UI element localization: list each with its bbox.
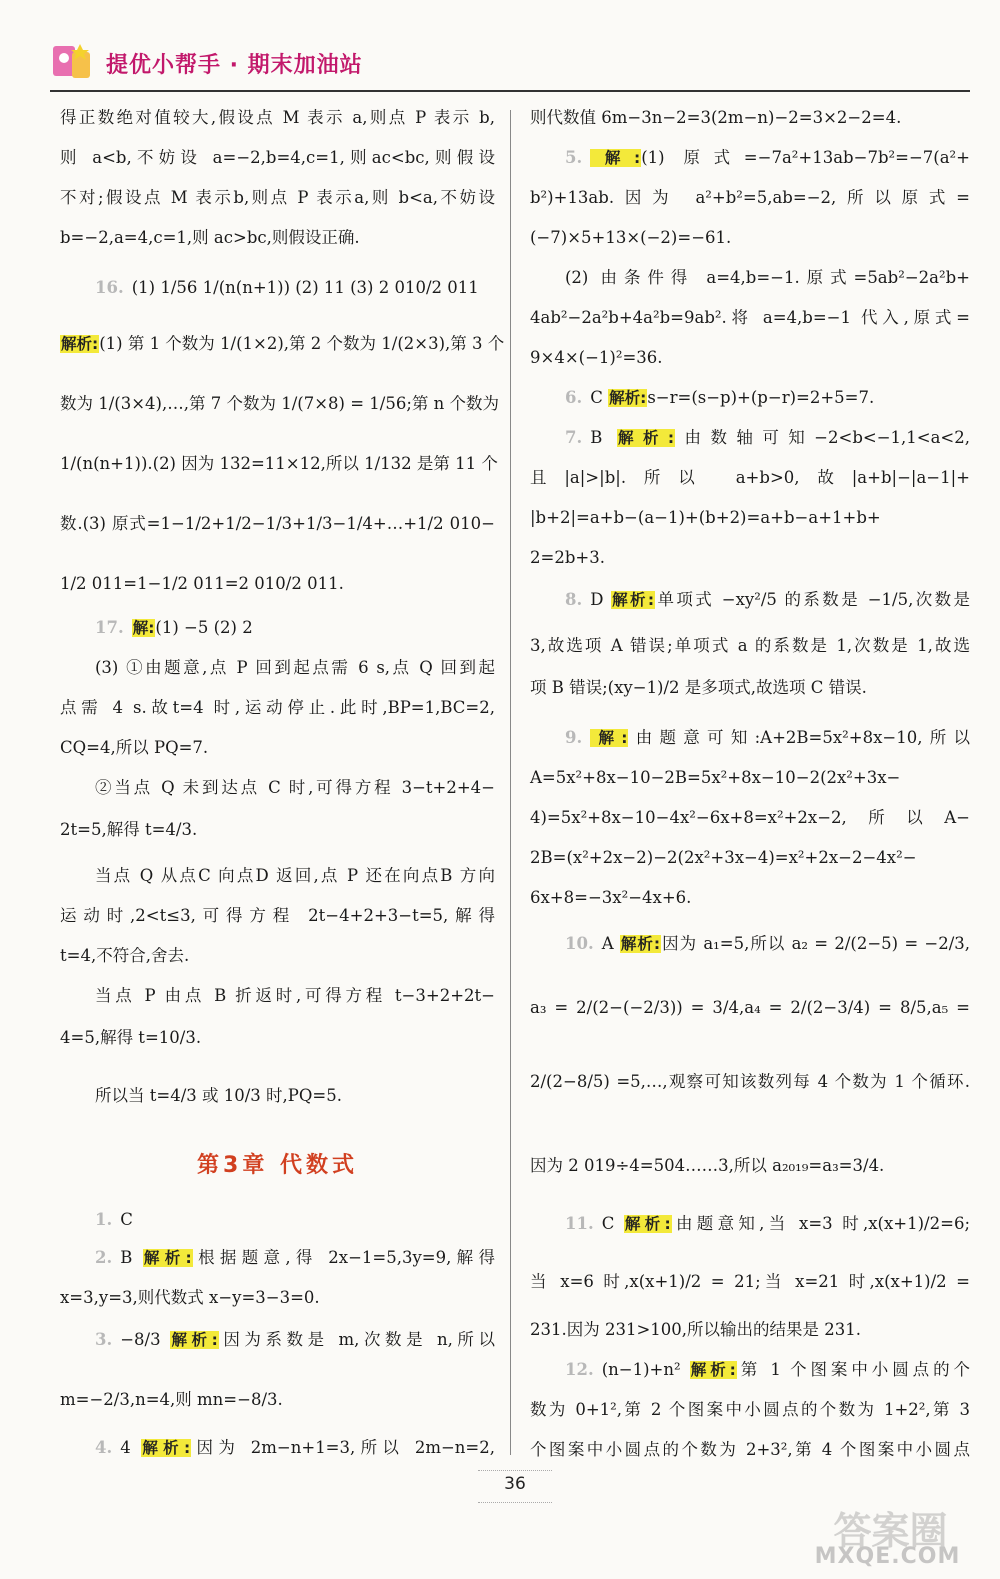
- line-text: t=4,不符合,舍去.: [60, 946, 190, 965]
- header-divider: [50, 90, 970, 92]
- line-text: 所以当 t=4/3 或 10/3 时,PQ=5.: [95, 1086, 342, 1105]
- line-text: A=5x²+8x−10−2B=5x²+8x−10−2(2x²+3x−: [530, 768, 901, 787]
- line-text: 单项式 −xy²/5 的系数是 −1/5,次数是: [655, 590, 971, 609]
- line-text: 则代数值 6m−3n−2=3(2m−n)−2=3×2−2=4.: [530, 108, 902, 127]
- text-line: [530, 388, 970, 408]
- line-text: (1) 第 1 个数为 1/(1×2),第 2 个数为 1/(2×3),第 3 个: [99, 334, 505, 353]
- analysis-label: 解析:: [618, 429, 675, 447]
- line-text: (1) 原式=−7a²+13ab−7b²=−7(a²+: [641, 148, 970, 167]
- line-text: 4ab²−2a²b+4a²b=9ab².将 a=4,b=−1 代入,原式=: [530, 308, 970, 327]
- line-text: C: [590, 388, 609, 407]
- text-line: [530, 888, 970, 908]
- text-line: [60, 906, 495, 926]
- text-line: [530, 768, 970, 788]
- line-text: 4=5,解得 t=10/3.: [60, 1028, 202, 1047]
- line-text: D: [590, 590, 612, 609]
- line-text: 得正数绝对值较大,假设点 M 表示 a,则点 P 表示 b,: [60, 108, 495, 127]
- analysis-label: 解:: [591, 149, 641, 167]
- text-line: [530, 1400, 970, 1420]
- analysis-label: 解析:: [61, 335, 99, 353]
- text-line: [60, 228, 495, 248]
- text-line: [530, 1072, 970, 1092]
- analysis-label: 解析:: [612, 591, 655, 609]
- column-divider: [510, 110, 511, 1455]
- line-text: 9×4×(−1)²=36.: [530, 348, 663, 367]
- line-text: 点需 4 s.故t=4 时,运动停止.此时,BP=1,BC=2,: [60, 698, 495, 717]
- line-text: A: [601, 934, 620, 953]
- line-text: 3,故选项 A 错误;单项式 a 的系数是 1,次数是 1,故选: [530, 636, 970, 655]
- line-text: 因为 a₁=5,所以 a₂ = 2/(2−5) = −2/3,: [661, 934, 971, 953]
- text-line: [60, 866, 495, 886]
- line-text: 当点 Q 从点C 向点D 返回,点 P 还在向点B 方向: [95, 866, 495, 885]
- text-line: [60, 1248, 495, 1268]
- line-text: (−7)×5+13×(−2)=−61.: [530, 228, 732, 247]
- text-line: [530, 228, 970, 248]
- line-text: 由数轴可知−2<b<−1,1<a<2,: [675, 428, 971, 447]
- line-text: b=−2,a=4,c=1,则 ac>bc,则假设正确.: [60, 228, 360, 247]
- text-line: [530, 348, 970, 368]
- text-line: [530, 678, 970, 698]
- text-line: [60, 986, 495, 1006]
- line-text: (1) −5 (2) 2: [155, 618, 253, 637]
- text-line: [60, 698, 495, 718]
- question-number: 3.: [95, 1330, 113, 1349]
- line-text: 则 a<b,不妨设 a=−2,b=4,c=1,则ac<bc,则假设: [60, 148, 495, 167]
- text-line: [530, 548, 970, 568]
- analysis-label: 解:: [591, 729, 628, 747]
- text-line: [60, 1028, 495, 1048]
- line-text: (1) 1/56 1/(n(n+1)) (2) 11 (3) 2 010/2 011: [131, 278, 479, 297]
- line-text: 由题意知,当 x=3 时,x(x+1)/2=6;: [671, 1214, 970, 1233]
- text-line: [60, 1438, 495, 1458]
- text-line: [60, 278, 495, 298]
- line-text: 因为 2m−n+1=3,所以 2m−n=2,: [191, 1438, 495, 1457]
- analysis-label: 解析:: [624, 1215, 671, 1233]
- text-line: [60, 334, 505, 354]
- line-text: 不对;假设点 M 表示b,则点 P 表示a,则 b<a,不妨设: [60, 188, 495, 207]
- line-text: CQ=4,所以 PQ=7.: [60, 738, 209, 757]
- footer-ornament-top: [478, 1470, 552, 1471]
- text-line: [60, 108, 495, 128]
- text-line: [530, 934, 970, 954]
- analysis-label: 解析:: [143, 1249, 192, 1267]
- analysis-label: 解析:: [142, 1439, 191, 1457]
- line-text: 数为 1/(3×4),…,第 7 个数为 1/(7×8) = 1/56;第 n 个数为: [60, 394, 500, 413]
- page-footer: [470, 1466, 560, 1512]
- question-number: 5.: [565, 148, 583, 167]
- line-text: 1/(n(n+1)).(2) 因为 132=11×12,所以 1/132 是第 11 个: [60, 454, 498, 473]
- text-line: [60, 454, 498, 474]
- line-text: 6x+8=−3x²−4x+6.: [530, 888, 692, 907]
- text-line: [60, 1086, 495, 1106]
- text-line: [530, 1272, 970, 1292]
- line-text: 当 x=6 时,x(x+1)/2 = 21;当 x=21 时,x(x+1)/2 =: [530, 1272, 970, 1291]
- text-line: [60, 574, 495, 594]
- line-text: (3) ①由题意,点 P 回到起点需 6 s,点 Q 回到起: [95, 658, 495, 677]
- analysis-label: 解析:: [171, 1331, 218, 1349]
- line-text: ②当点 Q 未到达点 C 时,可得方程 3−t+2+4−: [95, 778, 495, 797]
- line-text: 231.因为 231>100,所以输出的结果是 231.: [530, 1320, 862, 1339]
- book-logo-icon: [50, 40, 96, 86]
- line-text: 2/(2−8/5) =5,…,观察可知该数列每 4 个数为 1 个循环.: [530, 1072, 970, 1091]
- line-text: 4: [120, 1438, 142, 1457]
- text-line: [60, 514, 495, 534]
- analysis-label: 解析:: [620, 935, 661, 953]
- text-line: [530, 636, 970, 656]
- text-line: [530, 728, 970, 748]
- text-line: [60, 658, 495, 678]
- line-text: s−r=(s−p)+(p−r)=2+5=7.: [647, 388, 875, 407]
- text-line: [60, 1288, 495, 1308]
- line-text: 4)=5x²+8x−10−4x²−6x+8=x²+2x−2,所以A−: [530, 808, 970, 827]
- question-number: 9.: [565, 728, 583, 747]
- line-text: 因为系数是 m,次数是 n,所以: [218, 1330, 495, 1349]
- text-line: [530, 428, 970, 448]
- question-number: 7.: [565, 428, 583, 447]
- line-text: m=−2/3,n=4,则 mn=−8/3.: [60, 1390, 283, 1409]
- line-text: 因为 2 019÷4=504……3,所以 a₂₀₁₉=a₃=3/4.: [530, 1156, 885, 1175]
- text-line: [530, 808, 970, 828]
- line-text: 个图案中小圆点的个数为 2+3²,第 4 个图案中小圆点: [530, 1440, 970, 1459]
- line-text: 2B=(x²+2x−2)−2(2x²+3x−4)=x²+2x−2−4x²−: [530, 848, 917, 867]
- text-line: [530, 308, 970, 328]
- line-text: C: [601, 1214, 624, 1233]
- watermark-logo: 答案圈: [833, 1509, 948, 1553]
- line-text: |b+2|=a+b−(a−1)+(b+2)=a+b−a+1+b+: [530, 508, 881, 527]
- text-line: [530, 590, 970, 610]
- text-line: [530, 1156, 970, 1176]
- text-line: [60, 1330, 495, 1350]
- line-text: B: [120, 1248, 143, 1267]
- line-text: 2t=5,解得 t=4/3.: [60, 820, 198, 839]
- question-number: 4.: [95, 1438, 113, 1457]
- text-line: [60, 188, 495, 208]
- chapter-title: 第3章 代数式: [197, 1153, 358, 1178]
- page-header: [50, 40, 970, 90]
- text-line: [530, 148, 970, 168]
- text-line: [60, 738, 495, 758]
- text-line: [60, 148, 495, 168]
- line-text: 且|a|>|b|.所以 a+b>0,故|a+b|−|a−1|+: [530, 468, 970, 487]
- line-text: C: [120, 1210, 133, 1229]
- line-text: (n−1)+n²: [601, 1360, 690, 1379]
- text-line: [530, 468, 970, 488]
- line-text: 2=2b+3.: [530, 548, 605, 567]
- watermark-text: MXQE.COM: [814, 1544, 961, 1569]
- line-text: 项 B 错误;(xy−1)/2 是多项式,故选项 C 错误.: [530, 678, 867, 697]
- question-number: 10.: [565, 934, 594, 953]
- line-text: −8/3: [120, 1330, 171, 1349]
- line-text: (2) 由条件得 a=4,b=−1.原式=5ab²−2a²b+: [565, 268, 970, 287]
- page-number: 36: [504, 1474, 526, 1494]
- question-number: 2.: [95, 1248, 113, 1267]
- text-line: [60, 946, 495, 966]
- question-number: 17.: [95, 618, 124, 637]
- line-text: 数.(3) 原式=1−1/2+1/2−1/3+1/3−1/4+…+1/2 010−: [60, 514, 495, 533]
- text-line: [530, 1360, 970, 1380]
- line-text: 1/2 011=1−1/2 011=2 010/2 011.: [60, 574, 344, 593]
- line-text: B: [590, 428, 618, 447]
- question-number: 8.: [565, 590, 583, 609]
- text-line: [60, 394, 500, 414]
- question-number: 16.: [95, 278, 124, 297]
- text-line: [530, 1320, 970, 1340]
- text-line: [530, 508, 970, 528]
- analysis-label: 解析:: [690, 1361, 736, 1379]
- line-text: x=3,y=3,则代数式 x−y=3−3=0.: [60, 1288, 320, 1307]
- text-line: [530, 998, 970, 1018]
- line-text: a₃ = 2/(2−(−2/3)) = 3/4,a₄ = 2/(2−3/4) = 8/5,a₅ =: [530, 998, 970, 1017]
- line-text: 由题意可知:A+2B=5x²+8x−10,所以: [628, 728, 970, 747]
- header-title: 提优小帮手 · 期末加油站: [106, 53, 363, 78]
- text-line: [530, 188, 970, 208]
- question-number: 1.: [95, 1210, 113, 1229]
- text-line: [530, 268, 970, 288]
- text-line: [530, 108, 970, 128]
- watermark: [800, 1500, 975, 1575]
- text-line: [530, 1214, 970, 1234]
- analysis-label: 解:: [132, 619, 155, 637]
- analysis-label: 解析:: [609, 389, 647, 407]
- line-text: 数为 0+1²,第 2 个图案中小圆点的个数为 1+2²,第 3: [530, 1400, 970, 1419]
- line-text: 根据题意,得 2x−1=5,3y=9,解得: [192, 1248, 495, 1267]
- text-line: [60, 820, 495, 840]
- line-text: b²)+13ab.因为 a²+b²=5,ab=−2,所以原式=: [530, 188, 970, 207]
- question-number: 11.: [565, 1214, 594, 1233]
- text-line: [60, 1210, 495, 1230]
- question-number: 12.: [565, 1360, 594, 1379]
- line-text: 运动时,2<t≤3,可得方程 2t−4+2+3−t=5,解得: [60, 906, 495, 925]
- footer-ornament-bottom: [478, 1502, 552, 1503]
- text-line: [60, 778, 495, 798]
- text-line: [60, 1390, 495, 1410]
- text-line: [530, 1440, 970, 1460]
- text-line: [60, 618, 495, 638]
- question-number: 6.: [565, 388, 583, 407]
- line-text: 第 1 个图案中小圆点的个: [736, 1360, 970, 1379]
- line-text: 当点 P 由点 B 折返时,可得方程 t−3+2+2t−: [95, 986, 495, 1005]
- text-line: [530, 848, 970, 868]
